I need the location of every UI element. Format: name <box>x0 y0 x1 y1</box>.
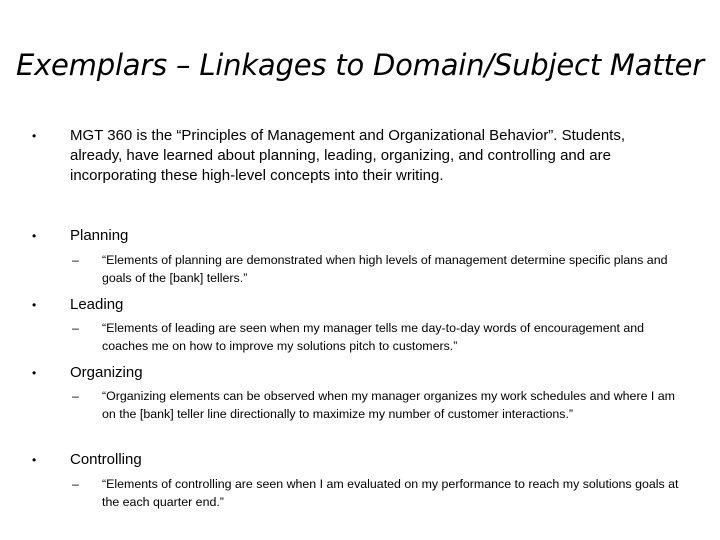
sub-bullet-text: “Elements of planning are demonstrated when high levels of management determine specific plans and goals of the [bank] tellers.” <box>102 253 668 285</box>
bullet-dot-icon: • <box>32 129 37 143</box>
dash-icon: – <box>72 253 79 267</box>
bullet-text: MGT 360 is the “Principles of Management and Organizational Behavior”. Students, already, have learned about planning, leading, organizing, and controlling and are incorporating these high-level concepts into their writing. <box>70 127 626 184</box>
dash-icon: – <box>72 321 79 335</box>
bullet-text: Organizing <box>70 364 143 381</box>
sub-bullet-text: “Elements of leading are seen when my manager tells me day-to-day words of encouragement and coaches me on how to improve my solutions pitch to customers.” <box>102 321 645 353</box>
bullet-text: Controlling <box>70 451 142 468</box>
dash-icon: – <box>72 389 79 403</box>
bullet-dot-icon: • <box>32 298 37 312</box>
bullet-text: Leading <box>70 296 124 313</box>
bullet-dot-icon: • <box>32 229 37 243</box>
bullet-dot-icon: • <box>32 453 37 467</box>
bullet-text: Planning <box>70 227 129 244</box>
dash-icon: – <box>72 477 79 491</box>
sub-bullet-text: “Organizing elements can be observed when my manager organizes my work schedules and where I am on the [bank] teller line directionally to maximize my number of customer interactions.” <box>102 389 676 421</box>
slide-title: Exemplars – Linkages to Domain/Subject Matter <box>15 48 705 82</box>
bullet-dot-icon: • <box>32 366 37 380</box>
sub-bullet-text: “Elements of controlling are seen when I am evaluated on my performance to reach my solutions goals at the each quarter end.” <box>102 477 679 509</box>
